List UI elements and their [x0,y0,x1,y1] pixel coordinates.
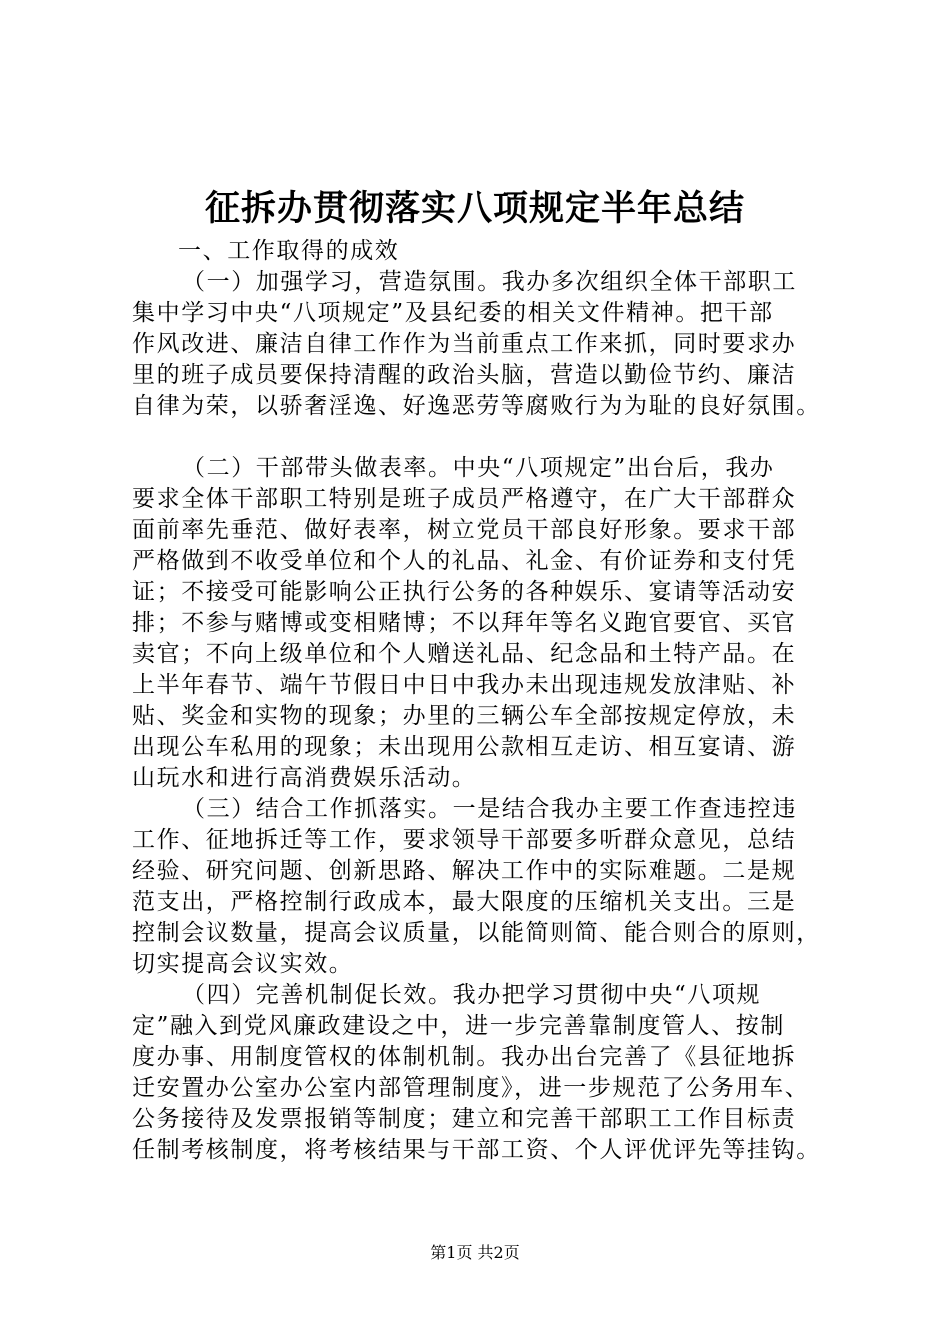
paragraph-gap [132,422,852,453]
page-footer: 第1页 共2页 [430,1243,520,1262]
paragraph-2-line: 出现公车私用的现象；未出现用公款相互走访、相互宴请、游 [132,734,797,760]
paragraph-1-line: （一）加强学习，营造氛围。我办多次组织全体干部职工 [182,269,797,295]
paragraph-4-line: 定”融入到党风廉政建设之中，进一步完善靠制度管人、按制 [132,1013,785,1039]
paragraph-1-line: 自律为荣，以骄奢淫逸、好逸恶劳等腐败行为为耻的良好氛围。 [132,393,821,419]
paragraph-3-line: （三）结合工作抓落实。一是结合我办主要工作查违控违 [182,796,797,822]
paragraph-2-line: 贴、奖金和实物的现象；办里的三辆公车全部按规定停放，未 [132,703,797,729]
paragraph-4-line: （四）完善机制促长效。我办把学习贯彻中央“八项规 [182,982,762,1008]
paragraph-3-line: 切实提高会议实效。 [132,951,354,977]
document-title: 征拆办贯彻落实八项规定半年总结 [204,188,745,229]
paragraph-3-line: 经验、研究问题、创新思路、解决工作中的实际难题。二是规 [132,858,797,884]
paragraph-2-line: 面前率先垂范、做好表率，树立党员干部良好形象。要求干部 [132,517,797,543]
paragraph-2-line: （二）干部带头做表率。中央“八项规定”出台后，我办 [182,455,775,481]
document-body [132,236,852,1166]
paragraph-3-line: 范支出，严格控制行政成本，最大限度的压缩机关支出。三是 [132,889,797,915]
paragraph-2-line: 卖官；不向上级单位和个人赠送礼品、纪念品和土特产品。在 [132,641,797,667]
paragraph-2-line: 证；不接受可能影响公正执行公务的各种娱乐、宴请等活动安 [132,579,797,605]
paragraph-3-line: 控制会议数量，提高会议质量，以能简则简、能合则合的原则， [132,920,821,946]
paragraph-2-line: 排；不参与赌博或变相赌博；不以拜年等名义跑官要官、买官 [132,610,797,636]
paragraph-4-line: 迁安置办公室办公室内部管理制度》，进一步规范了公务用车、 [132,1075,810,1101]
paragraph-2-line: 山玩水和进行高消费娱乐活动。 [132,765,477,791]
paragraph-2-line: 严格做到不收受单位和个人的礼品、礼金、有价证券和支付凭 [132,548,797,574]
paragraph-4-line: 度办事、用制度管权的体制机制。我办出台完善了《县征地拆 [132,1044,797,1070]
paragraph-1-line: 里的班子成员要保持清醒的政治头脑，营造以勤俭节约、廉洁 [132,362,797,388]
paragraph-2-line: 要求全体干部职工特别是班子成员严格遵守，在广大干部群众 [132,486,797,512]
paragraph-2-line: 上半年春节、端午节假日中日中我办未出现违规发放津贴、补 [132,672,797,698]
section-heading: 一、工作取得的成效 [178,238,400,264]
paragraph-3-line: 工作、征地拆迁等工作，要求领导干部要多听群众意见，总结 [132,827,797,853]
paragraph-4-line: 公务接待及发票报销等制度；建立和完善干部职工工作目标责 [132,1106,797,1132]
paragraph-4-line: 任制考核制度，将考核结果与干部工资、个人评优评先等挂钩。 [132,1137,821,1163]
paragraph-1-line: 作风改进、廉洁自律工作作为当前重点工作来抓，同时要求办 [132,331,797,357]
paragraph-1-line: 集中学习中央“八项规定”及县纪委的相关文件精神。把干部 [132,300,774,326]
